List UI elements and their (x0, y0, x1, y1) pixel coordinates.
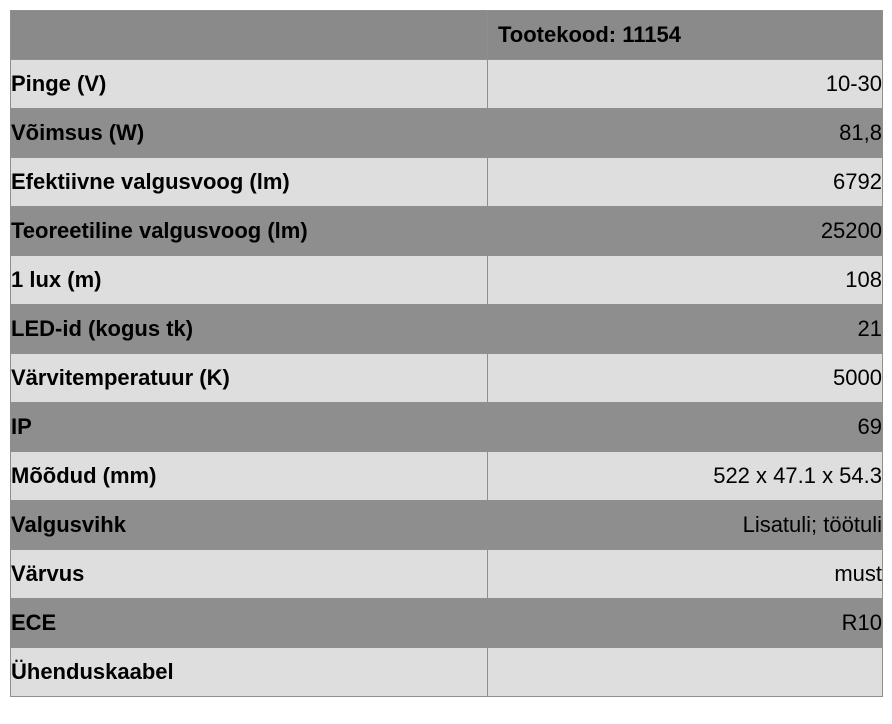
row-value: 81,8 (488, 109, 883, 158)
table-row (11, 207, 883, 256)
table-header-row (11, 11, 883, 60)
row-value (488, 648, 883, 697)
row-label: Võimsus (W) (11, 109, 488, 158)
table-row (11, 599, 883, 648)
row-value: R10 (488, 599, 883, 648)
table-row (11, 403, 883, 452)
row-value: 10-30 (488, 60, 883, 109)
row-label: Efektiivne valgusvoog (lm) (11, 158, 488, 207)
row-label: Pinge (V) (11, 60, 488, 109)
table-row (11, 109, 883, 158)
row-label: LED-id (kogus tk) (11, 305, 488, 354)
row-value: 6792 (488, 158, 883, 207)
header-empty-cell (11, 11, 488, 60)
row-value: must (488, 550, 883, 599)
table-row (11, 60, 883, 109)
row-value: 108 (488, 256, 883, 305)
table-row (11, 305, 883, 354)
row-value: 522 x 47.1 x 54.3 (488, 452, 883, 501)
row-label: IP (11, 403, 488, 452)
table-row (11, 550, 883, 599)
table-row (11, 354, 883, 403)
row-value: 25200 (488, 207, 883, 256)
row-value: Lisatuli; töötuli (488, 501, 883, 550)
row-value: 21 (488, 305, 883, 354)
spec-table (10, 10, 883, 697)
row-value: 5000 (488, 354, 883, 403)
table-row (11, 452, 883, 501)
row-label: ECE (11, 599, 488, 648)
table-row (11, 158, 883, 207)
row-label: Ühenduskaabel (11, 648, 488, 697)
product-code-header: Tootekood: 11154 (488, 11, 883, 60)
table-row (11, 501, 883, 550)
row-value: 69 (488, 403, 883, 452)
row-label: Mõõdud (mm) (11, 452, 488, 501)
row-label: Valgusvihk (11, 501, 488, 550)
row-label: 1 lux (m) (11, 256, 488, 305)
row-label: Värvitemperatuur (K) (11, 354, 488, 403)
table-row (11, 256, 883, 305)
row-label: Teoreetiline valgusvoog (lm) (11, 207, 488, 256)
table-row (11, 648, 883, 697)
row-label: Värvus (11, 550, 488, 599)
